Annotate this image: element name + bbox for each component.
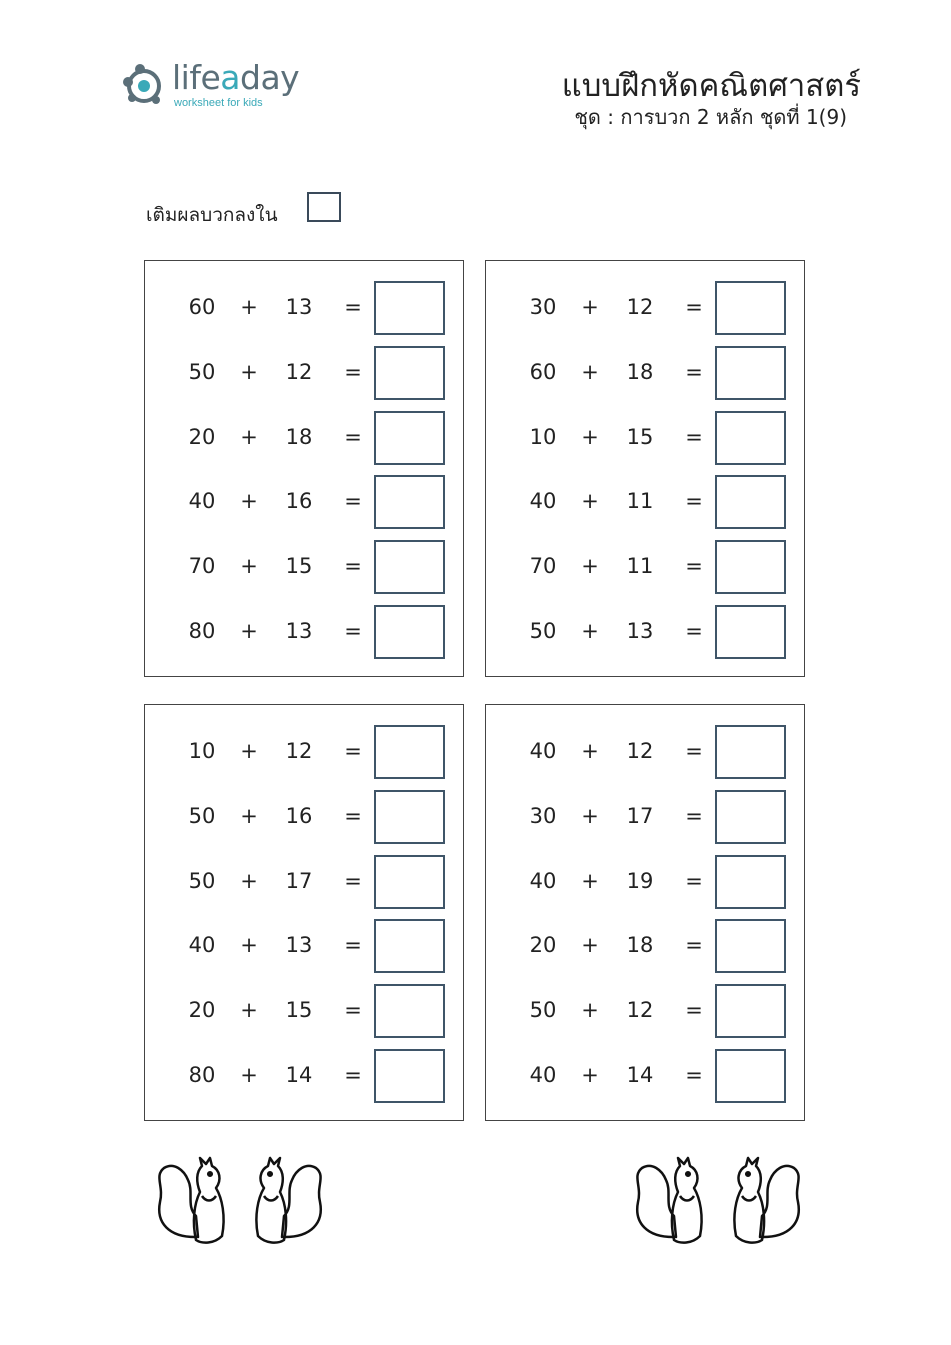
molecule-icon: [120, 60, 168, 108]
plus-sign: +: [581, 619, 599, 643]
problem-panel: [144, 704, 464, 1121]
addend-2: 11: [626, 489, 654, 513]
plus-sign: +: [240, 489, 258, 513]
equals-sign: =: [685, 619, 703, 643]
addend-1: 40: [529, 1063, 557, 1087]
addend-2: 18: [626, 360, 654, 384]
answer-box[interactable]: [715, 475, 786, 529]
addend-1: 80: [188, 1063, 216, 1087]
equals-sign: =: [685, 554, 703, 578]
equals-sign: =: [685, 998, 703, 1022]
logo-wordmark: lifeaday: [172, 58, 300, 97]
addend-2: 15: [285, 554, 313, 578]
answer-box[interactable]: [374, 346, 445, 400]
answer-box[interactable]: [715, 725, 786, 779]
addend-2: 14: [626, 1063, 654, 1087]
plus-sign: +: [581, 489, 599, 513]
addend-1: 40: [188, 933, 216, 957]
answer-box[interactable]: [715, 855, 786, 909]
plus-sign: +: [240, 804, 258, 828]
plus-sign: +: [240, 998, 258, 1022]
squirrel-icon: [159, 1158, 223, 1243]
equals-sign: =: [344, 933, 362, 957]
equals-sign: =: [685, 804, 703, 828]
equals-sign: =: [685, 489, 703, 513]
addend-1: 50: [188, 869, 216, 893]
equals-sign: =: [344, 804, 362, 828]
problem-row: [486, 919, 806, 973]
addend-2: 13: [285, 933, 313, 957]
addend-1: 50: [529, 619, 557, 643]
answer-box[interactable]: [715, 984, 786, 1038]
addend-1: 60: [188, 295, 216, 319]
answer-box[interactable]: [374, 475, 445, 529]
addend-1: 40: [529, 869, 557, 893]
problem-row: [145, 475, 465, 529]
plus-sign: +: [581, 869, 599, 893]
addend-2: 18: [285, 425, 313, 449]
addend-1: 70: [529, 554, 557, 578]
answer-box[interactable]: [715, 411, 786, 465]
problem-row: [486, 725, 806, 779]
addend-2: 19: [626, 869, 654, 893]
addend-2: 13: [285, 295, 313, 319]
addend-1: 20: [188, 425, 216, 449]
lifeaday-logo: [120, 58, 320, 114]
answer-box[interactable]: [715, 346, 786, 400]
equals-sign: =: [344, 619, 362, 643]
answer-box[interactable]: [715, 1049, 786, 1103]
problem-row: [486, 411, 806, 465]
addend-1: 50: [188, 360, 216, 384]
addend-2: 12: [285, 739, 313, 763]
problem-row: [145, 540, 465, 594]
addend-1: 10: [529, 425, 557, 449]
page-subtitle: ชุด : การบวก 2 หลัก ชุดที่ 1(9): [574, 105, 847, 129]
addend-2: 18: [626, 933, 654, 957]
answer-box[interactable]: [715, 281, 786, 335]
addend-2: 17: [626, 804, 654, 828]
squirrel-pair-left: [150, 1152, 330, 1247]
addend-1: 70: [188, 554, 216, 578]
plus-sign: +: [240, 1063, 258, 1087]
problem-panel: [485, 260, 805, 677]
problem-row: [486, 281, 806, 335]
plus-sign: +: [581, 425, 599, 449]
addend-2: 11: [626, 554, 654, 578]
addend-2: 14: [285, 1063, 313, 1087]
problem-row: [145, 605, 465, 659]
problem-panel: [485, 704, 805, 1121]
answer-box[interactable]: [374, 855, 445, 909]
plus-sign: +: [581, 1063, 599, 1087]
addend-1: 80: [188, 619, 216, 643]
answer-box[interactable]: [374, 919, 445, 973]
squirrel-pair-right: [628, 1152, 808, 1247]
equals-sign: =: [685, 295, 703, 319]
problem-row: [145, 725, 465, 779]
equals-sign: =: [344, 554, 362, 578]
problem-row: [486, 790, 806, 844]
answer-box[interactable]: [715, 790, 786, 844]
addend-2: 12: [285, 360, 313, 384]
problem-row: [145, 346, 465, 400]
equals-sign: =: [344, 1063, 362, 1087]
plus-sign: +: [581, 295, 599, 319]
plus-sign: +: [240, 739, 258, 763]
equals-sign: =: [344, 739, 362, 763]
plus-sign: +: [581, 804, 599, 828]
problem-row: [486, 540, 806, 594]
addend-2: 12: [626, 295, 654, 319]
squirrel-icon: [637, 1158, 701, 1243]
addend-1: 30: [529, 295, 557, 319]
addend-1: 50: [188, 804, 216, 828]
addend-2: 13: [626, 619, 654, 643]
squirrel-icon: [734, 1158, 798, 1243]
equals-sign: =: [685, 933, 703, 957]
addend-2: 17: [285, 869, 313, 893]
equals-sign: =: [344, 360, 362, 384]
problem-panel: [144, 260, 464, 677]
problem-row: [486, 346, 806, 400]
answer-box[interactable]: [374, 605, 445, 659]
answer-box[interactable]: [715, 605, 786, 659]
addend-2: 15: [626, 425, 654, 449]
addend-1: 20: [529, 933, 557, 957]
problem-row: [145, 281, 465, 335]
plus-sign: +: [240, 619, 258, 643]
equals-sign: =: [685, 425, 703, 449]
problem-row: [486, 1049, 806, 1103]
problem-row: [486, 475, 806, 529]
problem-row: [145, 855, 465, 909]
problem-row: [486, 984, 806, 1038]
equals-sign: =: [685, 360, 703, 384]
plus-sign: +: [240, 554, 258, 578]
answer-box[interactable]: [715, 919, 786, 973]
plus-sign: +: [581, 933, 599, 957]
plus-sign: +: [240, 425, 258, 449]
addend-1: 60: [529, 360, 557, 384]
answer-box[interactable]: [374, 725, 445, 779]
answer-box[interactable]: [374, 281, 445, 335]
addend-2: 16: [285, 804, 313, 828]
instruction-answer-box-sample: [307, 192, 341, 222]
plus-sign: +: [581, 998, 599, 1022]
addend-2: 13: [285, 619, 313, 643]
logo-tagline: worksheet for kids: [174, 97, 263, 109]
plus-sign: +: [581, 739, 599, 763]
equals-sign: =: [344, 998, 362, 1022]
problem-row: [486, 605, 806, 659]
problem-row: [145, 411, 465, 465]
equals-sign: =: [685, 869, 703, 893]
addend-2: 12: [626, 739, 654, 763]
problem-row: [145, 919, 465, 973]
plus-sign: +: [240, 295, 258, 319]
answer-box[interactable]: [374, 1049, 445, 1103]
instruction-text: เติมผลบวกลงใน: [146, 204, 278, 226]
addend-1: 20: [188, 998, 216, 1022]
addend-2: 15: [285, 998, 313, 1022]
plus-sign: +: [581, 554, 599, 578]
answer-box[interactable]: [715, 540, 786, 594]
squirrel-icon: [256, 1158, 320, 1243]
answer-box[interactable]: [374, 411, 445, 465]
addend-1: 30: [529, 804, 557, 828]
problem-row: [145, 984, 465, 1038]
answer-box[interactable]: [374, 984, 445, 1038]
addend-1: 40: [529, 739, 557, 763]
equals-sign: =: [344, 295, 362, 319]
problem-row: [486, 855, 806, 909]
equals-sign: =: [685, 1063, 703, 1087]
plus-sign: +: [240, 933, 258, 957]
page-title: แบบฝึกหัดคณิตศาสตร์: [561, 68, 861, 104]
addend-1: 40: [529, 489, 557, 513]
addend-1: 50: [529, 998, 557, 1022]
equals-sign: =: [344, 425, 362, 449]
answer-box[interactable]: [374, 790, 445, 844]
addend-2: 16: [285, 489, 313, 513]
addend-2: 12: [626, 998, 654, 1022]
plus-sign: +: [240, 869, 258, 893]
addend-1: 40: [188, 489, 216, 513]
problem-row: [145, 790, 465, 844]
equals-sign: =: [344, 489, 362, 513]
plus-sign: +: [581, 360, 599, 384]
problem-row: [145, 1049, 465, 1103]
plus-sign: +: [240, 360, 258, 384]
equals-sign: =: [685, 739, 703, 763]
addend-1: 10: [188, 739, 216, 763]
answer-box[interactable]: [374, 540, 445, 594]
equals-sign: =: [344, 869, 362, 893]
